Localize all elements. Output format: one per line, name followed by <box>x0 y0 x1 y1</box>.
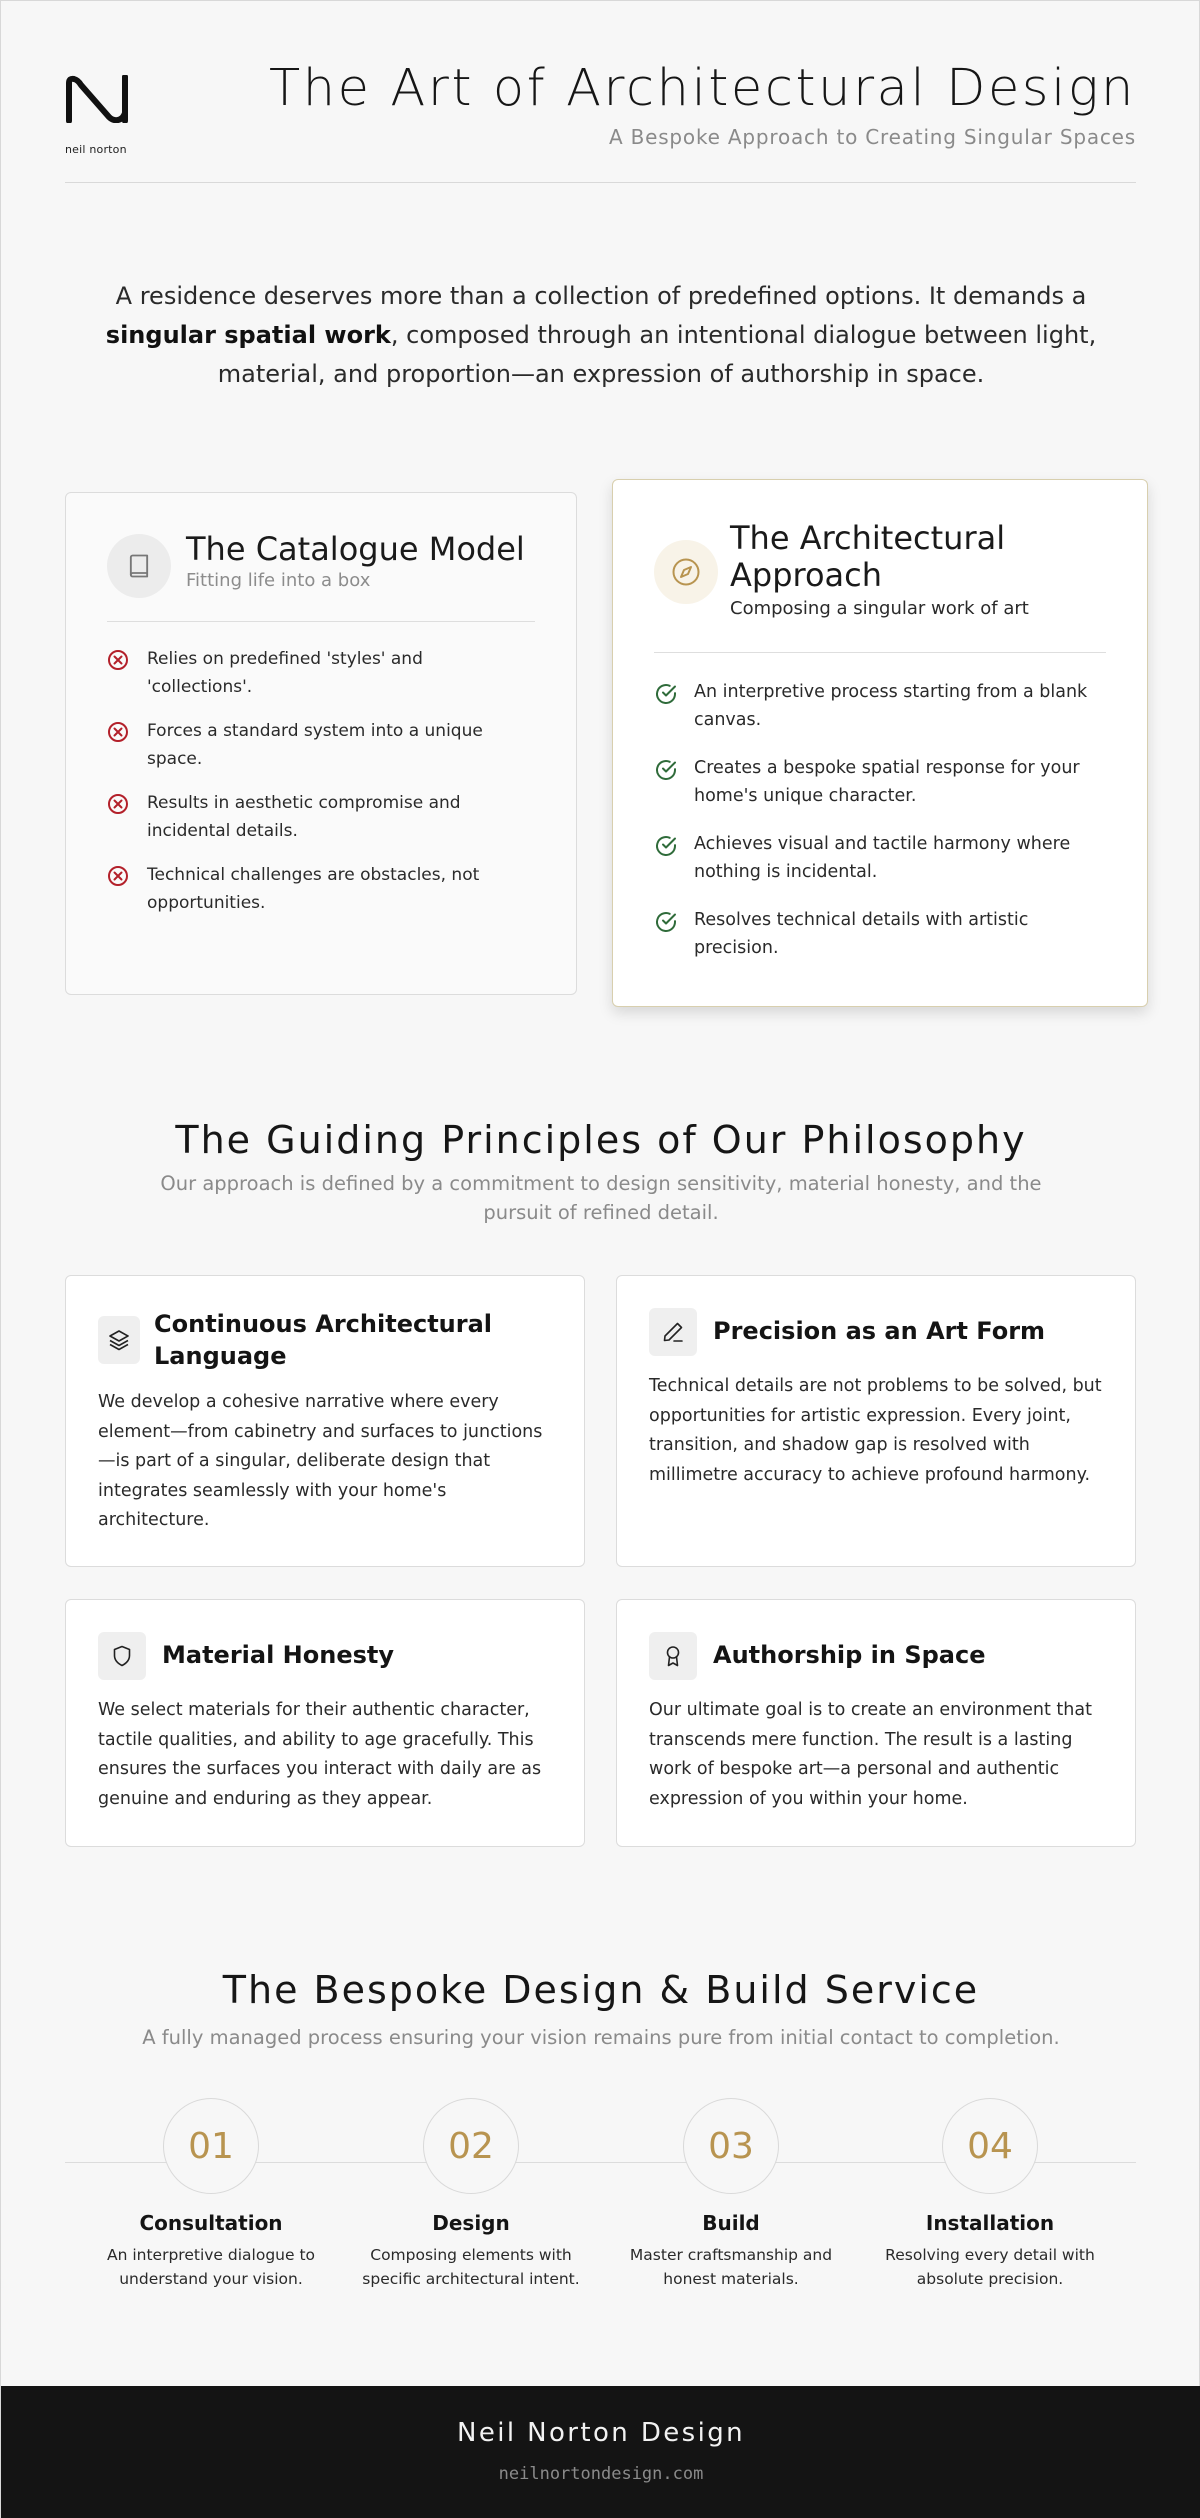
principle-card-title: Continuous Architectural Language <box>154 1310 493 1370</box>
catalogue-model-card <box>65 492 577 995</box>
footer-website-link[interactable]: neilnortondesign.com <box>498 2464 704 2484</box>
principle-card-title: Authorship in Space <box>713 1641 986 1669</box>
principle-card-authorship <box>616 1599 1136 1847</box>
step-description: Composing elements with specific architectural intent. <box>362 2246 580 2288</box>
principle-card-body: We select materials for their authentic character, tactile qualities, and ability to age gracefully. This ensures the surfaces you interact with daily are as genuine and enduring as they appear. <box>98 1700 542 1809</box>
principle-card-body: Technical details are not problems to be solved, but opportunities for artistic expression. Every joint, transition, and shadow gap is resolved with millimetre accuracy to achieve profound harmony. <box>649 1376 1102 1485</box>
process-title: The Bespoke Design & Build Service <box>222 1968 980 2012</box>
check-circle-icon <box>654 834 678 867</box>
intro-statement <box>91 277 1111 394</box>
logo-monogram-icon <box>65 75 135 123</box>
step-description: Resolving every detail with absolute precision. <box>885 2246 1095 2288</box>
principle-card-precision <box>616 1275 1136 1567</box>
principle-card-continuous-language <box>65 1275 585 1567</box>
x-circle-icon <box>107 721 129 752</box>
award-icon <box>649 1632 697 1680</box>
principles-title: The Guiding Principles of Our Philosophy <box>175 1118 1027 1162</box>
page-subtitle: A Bespoke Approach to Creating Singular Spaces <box>608 125 1136 149</box>
architectural-approach-card <box>612 479 1148 1007</box>
intro-emphasis: singular spatial work <box>105 321 391 349</box>
step-title: Installation <box>925 2211 1055 2235</box>
principle-card-title: Precision as an Art Form <box>713 1317 1046 1345</box>
list-item-text: Technical challenges are obstacles, not opportunities. <box>147 865 480 913</box>
list-item <box>654 754 1106 830</box>
list-item-text: Relies on predefined 'styles' and 'collections'. <box>147 649 423 697</box>
approach-card-title: The Architectural Approach <box>730 519 1006 594</box>
process-step-build <box>606 2098 856 2291</box>
step-number: 03 <box>683 2098 779 2194</box>
step-number: 02 <box>423 2098 519 2194</box>
list-item <box>654 830 1106 906</box>
process-step-design <box>346 2098 596 2291</box>
list-item <box>107 717 527 789</box>
page-footer <box>1 2386 1200 2518</box>
step-title: Consultation <box>139 2211 283 2235</box>
list-item <box>107 645 527 717</box>
step-number: 04 <box>942 2098 1038 2194</box>
list-item-text: Creates a bespoke spatial response for your home's unique character. <box>694 758 1080 806</box>
page-header <box>65 57 1136 183</box>
page-title: The Art of Architectural Design <box>268 59 1136 118</box>
pen-icon <box>649 1308 697 1356</box>
step-number: 01 <box>163 2098 259 2194</box>
card-divider <box>654 652 1106 653</box>
card-divider <box>107 621 535 622</box>
list-item <box>654 678 1106 754</box>
principle-card-material-honesty <box>65 1599 585 1847</box>
catalogue-card-title: The Catalogue Model <box>186 530 525 568</box>
check-circle-icon <box>654 682 678 715</box>
list-item-text: An interpretive process starting from a blank canvas. <box>694 682 1088 730</box>
process-step-installation <box>865 2098 1115 2291</box>
list-item <box>107 861 527 933</box>
principle-card-title: Material Honesty <box>162 1641 395 1669</box>
shield-icon <box>98 1632 146 1680</box>
principle-card-body: Our ultimate goal is to create an environment that transcends mere function. The result is a lasting work of bespoke art—a personal and authentic expression of you within your home. <box>649 1700 1092 1809</box>
x-circle-icon <box>107 793 129 824</box>
book-icon <box>107 534 171 598</box>
approach-card-subtitle: Composing a singular work of art <box>730 598 1029 619</box>
list-item-text: Achieves visual and tactile harmony where nothing is incidental. <box>694 834 1071 882</box>
compass-icon <box>654 540 718 604</box>
principles-subtitle: Our approach is defined by a commitment to design sensitivity, material honesty, and the pursuit of refined detail. <box>160 1172 1042 1224</box>
process-subtitle: A fully managed process ensuring your vision remains pure from initial contact to completion. <box>142 2026 1060 2049</box>
intro-text-before: A residence deserves more than a collection of predefined options. It demands a <box>115 282 1087 310</box>
check-circle-icon <box>654 758 678 791</box>
catalogue-drawbacks-list <box>107 645 527 933</box>
x-circle-icon <box>107 865 129 896</box>
process-step-consultation <box>86 2098 336 2291</box>
list-item <box>654 906 1106 982</box>
logo[interactable] <box>65 75 137 156</box>
step-description: An interpretive dialogue to understand your vision. <box>106 2246 316 2288</box>
step-description: Master craftsmanship and honest materials. <box>629 2246 833 2288</box>
intro-text-after: , composed through an intentional dialogue between light, material, and proportion—an expression of authorship in space. <box>217 321 1097 388</box>
check-circle-icon <box>654 910 678 943</box>
x-circle-icon <box>107 649 129 680</box>
principle-card-body: We develop a cohesive narrative where every element—from cabinetry and surfaces to junctions—is part of a singular, deliberate design that integrates seamlessly with your home's architecture. <box>98 1392 543 1530</box>
list-item-text: Results in aesthetic compromise and incidental details. <box>147 793 461 841</box>
layers-icon <box>98 1316 140 1364</box>
logo-text: neil norton <box>65 143 127 156</box>
catalogue-card-subtitle: Fitting life into a box <box>186 570 371 591</box>
step-title: Design <box>432 2211 510 2235</box>
list-item-text: Forces a standard system into a unique space. <box>147 721 483 769</box>
step-title: Build <box>702 2211 760 2235</box>
footer-company-name: Neil Norton Design <box>456 2418 746 2448</box>
list-item <box>107 789 527 861</box>
list-item-text: Resolves technical details with artistic precision. <box>694 910 1029 958</box>
approach-benefits-list <box>654 678 1106 982</box>
